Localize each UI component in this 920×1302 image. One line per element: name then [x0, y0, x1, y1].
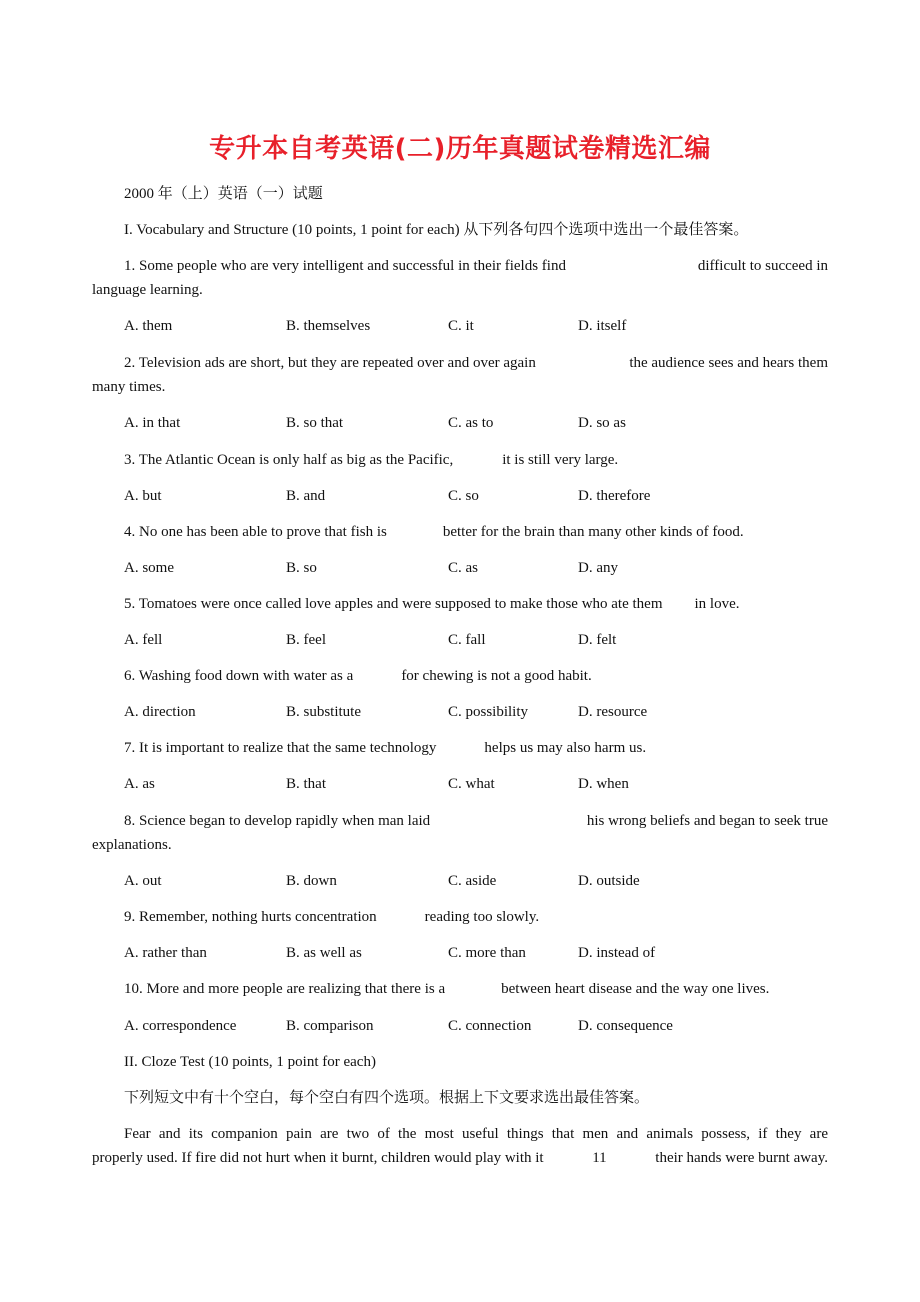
section2-heading: II. Cloze Test (10 points, 1 point for each) — [124, 1054, 376, 1070]
option-c: C. as to — [448, 415, 494, 431]
option-a: A. them — [124, 318, 173, 334]
option-d: D. any — [578, 560, 618, 576]
option-a: A. rather than — [124, 945, 207, 961]
question-3 — [124, 448, 618, 472]
question-9-stem-b: reading too slowly. — [424, 909, 540, 925]
question-1-stem-b: difficult to succeed in — [697, 258, 828, 274]
cloze-passage-line-1: Fear and its companion pain are two of the most useful things that men and animals possess, if they are — [124, 1126, 828, 1142]
question-9 — [124, 905, 539, 929]
question-2-stem-a: 2. Television ads are short, but they are repeated over and over again — [124, 355, 536, 371]
option-d: D. outside — [578, 873, 640, 889]
option-b: B. substitute — [286, 704, 362, 720]
question-7-stem-b: helps us may also harm us. — [484, 740, 647, 756]
option-a: A. fell — [124, 632, 163, 648]
option-d: D. therefore — [578, 488, 651, 504]
section2-instruction: 下列短文中有十个空白，每个空白有四个选项。根据上下文要求选出最佳答案。 — [124, 1090, 650, 1106]
option-c: C. what — [448, 776, 495, 792]
option-c: C. it — [448, 318, 474, 334]
question-6-stem-a: 6. Washing food down with water as a — [124, 668, 354, 684]
question-4-stem-a: 4. No one has been able to prove that fish is — [124, 524, 387, 540]
option-c: C. aside — [448, 873, 497, 889]
option-c: C. possibility — [448, 704, 529, 720]
question-3-stem-a: 3. The Atlantic Ocean is only half as big as the Pacific, — [124, 452, 454, 468]
question-6 — [124, 664, 592, 688]
question-4 — [124, 520, 744, 544]
option-b: B. feel — [286, 632, 326, 648]
option-d: D. felt — [578, 632, 617, 648]
option-a: A. but — [124, 488, 162, 504]
question-4-stem-b: better for the brain than many other kinds of food. — [442, 524, 744, 540]
question-8-stem-a: 8. Science began to develop rapidly when man laid — [124, 813, 431, 829]
option-a: A. some — [124, 560, 174, 576]
question-5-stem-b: in love. — [694, 596, 740, 612]
option-c: C. as — [448, 560, 478, 576]
option-b: B. so — [286, 560, 317, 576]
question-5-stem-a: 5. Tomatoes were once called love apples and were supposed to make those who ate them — [124, 596, 663, 612]
option-d: D. itself — [578, 318, 627, 334]
page-title: 专升本自考英语(二)历年真题试卷精选汇编 — [209, 134, 711, 164]
question-7-stem-a: 7. It is important to realize that the same technology — [124, 740, 437, 756]
option-d: D. when — [578, 776, 629, 792]
cloze-passage-line-2b: their hands were burnt away. — [655, 1150, 828, 1166]
question-2-stem-c: many times. — [92, 379, 166, 395]
cloze-passage-line-2a: properly used. If fire did not hurt when it burnt, children would play with it — [92, 1150, 544, 1166]
question-8-stem-b: his wrong beliefs and began to seek true — [586, 813, 828, 829]
question-8 — [92, 809, 828, 857]
question-1 — [92, 254, 828, 302]
question-1-stem-a: 1. Some people who are very intelligent and successful in their fields find — [124, 258, 566, 274]
option-d: D. instead of — [578, 945, 656, 961]
cloze-passage — [92, 1122, 828, 1170]
option-b: B. so that — [286, 415, 344, 431]
question-10-stem-a: 10. More and more people are realizing that there is a — [124, 981, 446, 997]
question-10-stem-b: between heart disease and the way one lives. — [501, 981, 770, 997]
option-a: A. as — [124, 776, 155, 792]
option-a: A. out — [124, 873, 162, 889]
option-c: C. so — [448, 488, 479, 504]
question-9-stem-a: 9. Remember, nothing hurts concentration — [124, 909, 377, 925]
option-d: D. resource — [578, 704, 648, 720]
option-b: B. as well as — [286, 945, 362, 961]
exam-subtitle: 2000 年（上）英语（一）试题 — [124, 186, 323, 202]
cloze-passage-line-2 — [92, 1146, 828, 1170]
option-d: D. so as — [578, 415, 626, 431]
question-8-stem-c: explanations. — [92, 837, 172, 853]
option-b: B. down — [286, 873, 337, 889]
option-d: D. consequence — [578, 1018, 673, 1034]
option-c: C. connection — [448, 1018, 532, 1034]
question-2-stem-b: the audience sees and hears them — [629, 355, 828, 371]
option-a: A. in that — [124, 415, 181, 431]
question-2 — [92, 351, 828, 399]
question-1-stem-c: language learning. — [92, 282, 203, 298]
question-7 — [124, 736, 646, 760]
section1-heading: I. Vocabulary and Structure (10 points, 1 point for each) 从下列各句四个选项中选出一个最佳答案。 — [124, 222, 749, 238]
option-a: A. correspondence — [124, 1018, 237, 1034]
question-5 — [124, 592, 740, 616]
option-b: B. that — [286, 776, 326, 792]
option-c: C. more than — [448, 945, 526, 961]
option-b: B. themselves — [286, 318, 371, 334]
option-b: B. and — [286, 488, 326, 504]
question-3-stem-b: it is still very large. — [502, 452, 619, 468]
question-10 — [124, 977, 769, 1001]
question-6-stem-b: for chewing is not a good habit. — [401, 668, 592, 684]
option-a: A. direction — [124, 704, 196, 720]
cloze-blank-11: 11 — [592, 1150, 607, 1166]
option-c: C. fall — [448, 632, 486, 648]
option-b: B. comparison — [286, 1018, 374, 1034]
